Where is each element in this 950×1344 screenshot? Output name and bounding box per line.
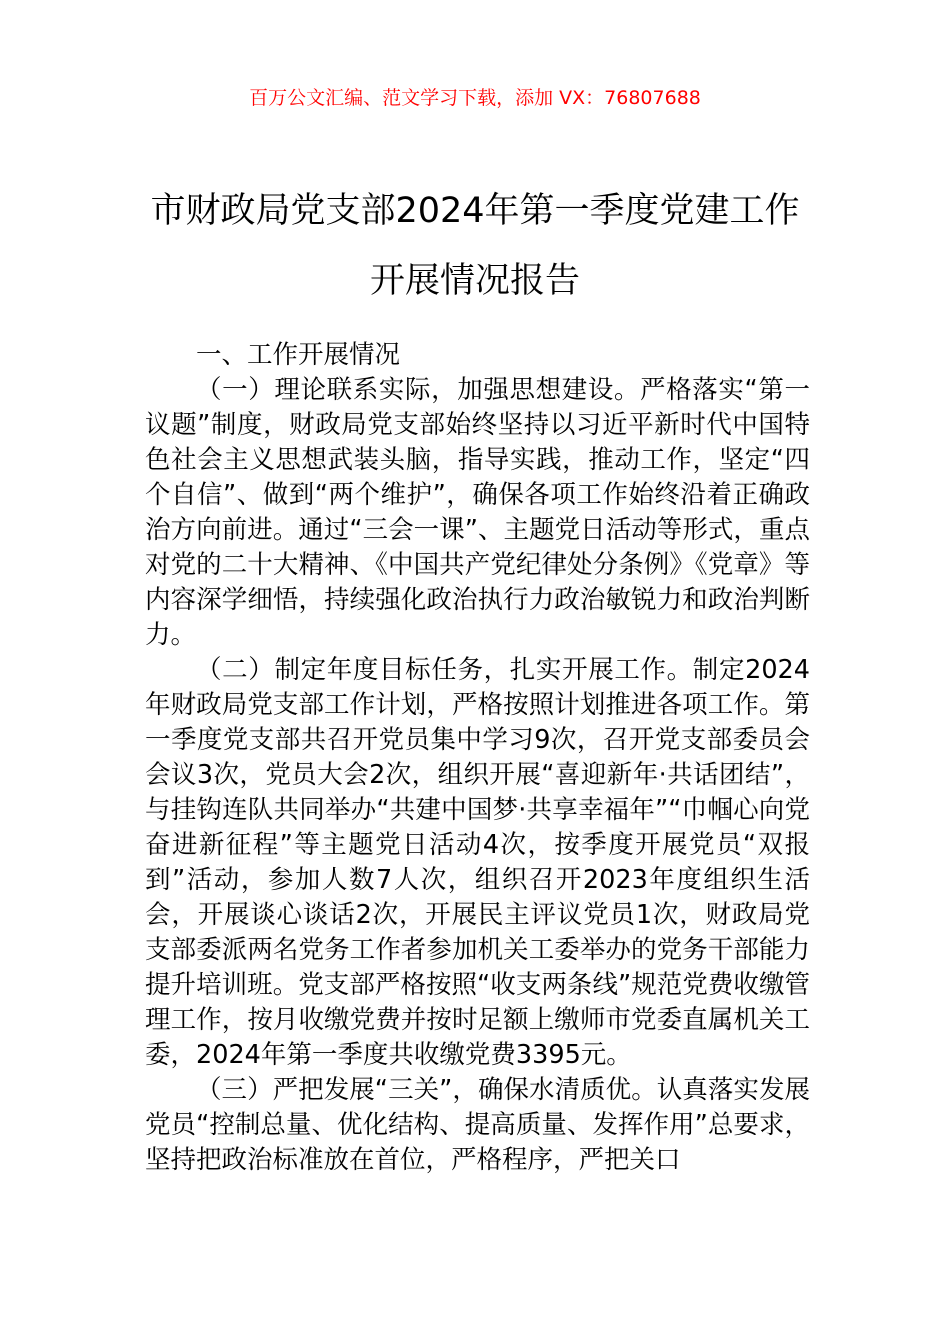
title-line-2: 开展情况报告 <box>369 261 580 301</box>
paragraph-theory-study: （一）理论联系实际，加强思想建设。严格落实“第一议题”制度，财政局党支部始终坚持以习近平新时代中国特色社会主义思想武装头脑，指导实践，推动工作，坚定“四个自信”、做到“两个维护”，确保各项工作始终沿着正确政治方向前进。通过“三会一课”、主题党日活动等形式，重点对党的二十大精神、《中国共产党纪律处分条例》《党章》等内容深学细悟，持续强化政治执行力政治敏锐力和政治判断力。 <box>145 375 810 650</box>
paragraph-member-development: （三）严把发展“三关”，确保水清质优。认真落实发展党员“控制总量、优化结构、提高质量、发挥作用”总要求，坚持把政治标准放在首位，严格程序，严把关口 <box>145 1075 810 1175</box>
title-line-1: 市财政局党支部2024年第一季度党建工作 <box>150 191 800 231</box>
page-title <box>0 176 950 316</box>
header-note: 百万公文汇编、范文学习下载，添加 VX：76807688 <box>249 87 701 109</box>
paragraph-annual-goals: （二）制定年度目标任务，扎实开展工作。制定2024年财政局党支部工作计划，严格按照计划推进各项工作。第一季度党支部共召开党员集中学习9次，召开党支部委员会会议3次，党员大会2次，组织开展“喜迎新年·共话团结”，与挂钩连队共同举办“共建中国梦·共享幸福年”“巾帼心向党奋进新征程”等主题党日活动4次，按季度开展党员“双报到”活动，参加人数7人次，组织召开2023年度组织生活会，开展谈心谈话2次，开展民主评议党员1次，财政局党支部委派两名党务工作者参加机关工委举办的党务干部能力提升培训班。党支部严格按照“收支两条线”规范党费收缴管理工作，按月收缴党费并按时足额上缴师市党委直属机关工委，2024年第一季度共收缴党费3395元。 <box>145 655 810 1070</box>
section-heading: 一、工作开展情况 <box>196 340 401 370</box>
document-body <box>145 338 810 1178</box>
